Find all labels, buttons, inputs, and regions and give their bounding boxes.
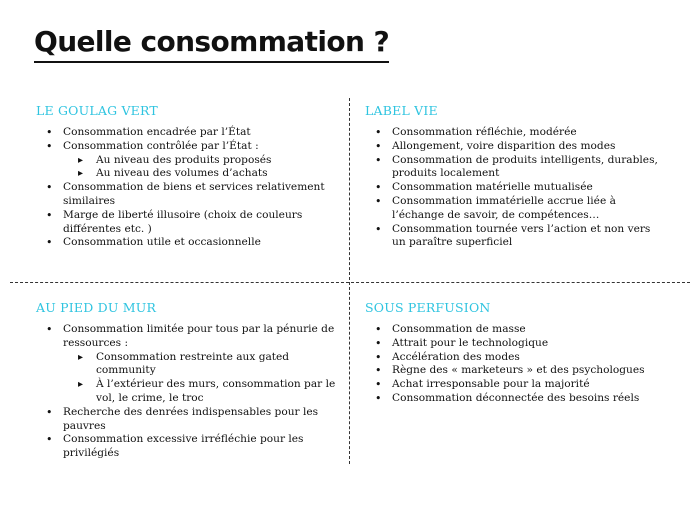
list-item bbox=[375, 323, 665, 337]
quadrant-heading: SOUS PERFUSION bbox=[365, 300, 491, 315]
list-item-text: Consommation de produits intelligents, durables, produits localement bbox=[392, 153, 658, 180]
bullet-list bbox=[365, 323, 665, 406]
bullet-list bbox=[36, 126, 336, 250]
list-item bbox=[46, 433, 336, 461]
list-item-text: Consommation encadrée par l’État bbox=[63, 126, 251, 138]
list-item-text: Consommation réfléchie, modérée bbox=[392, 126, 577, 138]
vertical-divider bbox=[349, 98, 350, 464]
list-item bbox=[46, 406, 336, 434]
list-item-text: Règne des « marketeurs » et des psychologues bbox=[392, 364, 645, 377]
list-item bbox=[375, 351, 665, 365]
page-title: Quelle consommation ? bbox=[34, 24, 389, 63]
list-item-text: Consommation limitée pour tous par la pénurie de ressources : bbox=[63, 323, 335, 349]
list-item-text: Consommation de masse bbox=[392, 323, 526, 335]
quadrant-label-vie bbox=[365, 103, 665, 250]
list-item bbox=[375, 126, 665, 140]
list-item bbox=[46, 323, 336, 406]
list-item-text: Marge de liberté illusoire (choix de couleurs différentes etc. ) bbox=[63, 208, 303, 235]
list-item-text: Consommation matérielle mutualisée bbox=[392, 181, 593, 194]
list-item bbox=[375, 154, 665, 182]
list-item-text: Consommation déconnectée des besoins réels bbox=[392, 391, 640, 404]
list-item bbox=[375, 195, 665, 223]
list-item bbox=[46, 126, 336, 140]
list-item bbox=[46, 181, 336, 209]
quadrant-heading: AU PIED DU MUR bbox=[36, 300, 157, 315]
sub-list-item bbox=[78, 378, 336, 406]
sub-list-item-text: À l’extérieur des murs, consommation par le vol, le crime, le troc bbox=[96, 378, 336, 404]
list-item bbox=[375, 364, 665, 378]
horizontal-divider bbox=[10, 282, 690, 283]
sub-list-item-text: Au niveau des volumes d’achats bbox=[96, 167, 268, 180]
list-item bbox=[46, 140, 336, 181]
quadrant-au-pied-du-mur bbox=[36, 300, 336, 461]
sub-list-item bbox=[78, 351, 336, 379]
list-item bbox=[375, 378, 665, 392]
sub-list-item bbox=[78, 167, 336, 181]
list-item-text: Consommation tournée vers l’action et non vers un paraître superficiel bbox=[392, 222, 651, 249]
list-item-text: Achat irresponsable pour la majorité bbox=[392, 378, 590, 391]
list-item bbox=[375, 392, 665, 406]
quadrant-goulag-vert bbox=[36, 103, 336, 250]
list-item-text: Recherche des denrées indispensables pour les pauvres bbox=[63, 405, 319, 432]
bullet-list bbox=[365, 126, 665, 250]
list-item bbox=[375, 181, 665, 195]
sub-list-item-text: Au niveau des produits proposés bbox=[96, 153, 272, 166]
list-item bbox=[375, 223, 665, 251]
list-item-text: Allongement, voire disparition des modes bbox=[392, 139, 616, 152]
sub-list-item-text: Consommation restreinte aux gated community bbox=[96, 350, 290, 377]
list-item-text: Consommation excessive irréfléchie pour les privilégiés bbox=[63, 433, 304, 460]
list-item bbox=[46, 209, 336, 237]
sub-list bbox=[63, 351, 336, 406]
list-item-text: Consommation utile et occasionnelle bbox=[63, 236, 261, 249]
quadrant-sous-perfusion bbox=[365, 300, 665, 406]
list-item-text: Consommation immatérielle accrue liée à l’échange de savoir, de compétences… bbox=[392, 194, 616, 221]
list-item-text: Consommation de biens et services relativement similaires bbox=[63, 181, 325, 207]
quadrant-heading: LE GOULAG VERT bbox=[36, 103, 158, 118]
list-item bbox=[46, 236, 336, 250]
quadrant-heading: LABEL VIE bbox=[365, 103, 438, 118]
sub-list-item bbox=[78, 154, 336, 168]
sub-list bbox=[63, 154, 336, 182]
list-item bbox=[375, 337, 665, 351]
list-item-text: Consommation contrôlée par l’État : bbox=[63, 139, 259, 152]
list-item-text: Accélération des modes bbox=[392, 350, 520, 363]
list-item-text: Attrait pour le technologique bbox=[392, 336, 549, 349]
list-item bbox=[375, 140, 665, 154]
bullet-list bbox=[36, 323, 336, 461]
